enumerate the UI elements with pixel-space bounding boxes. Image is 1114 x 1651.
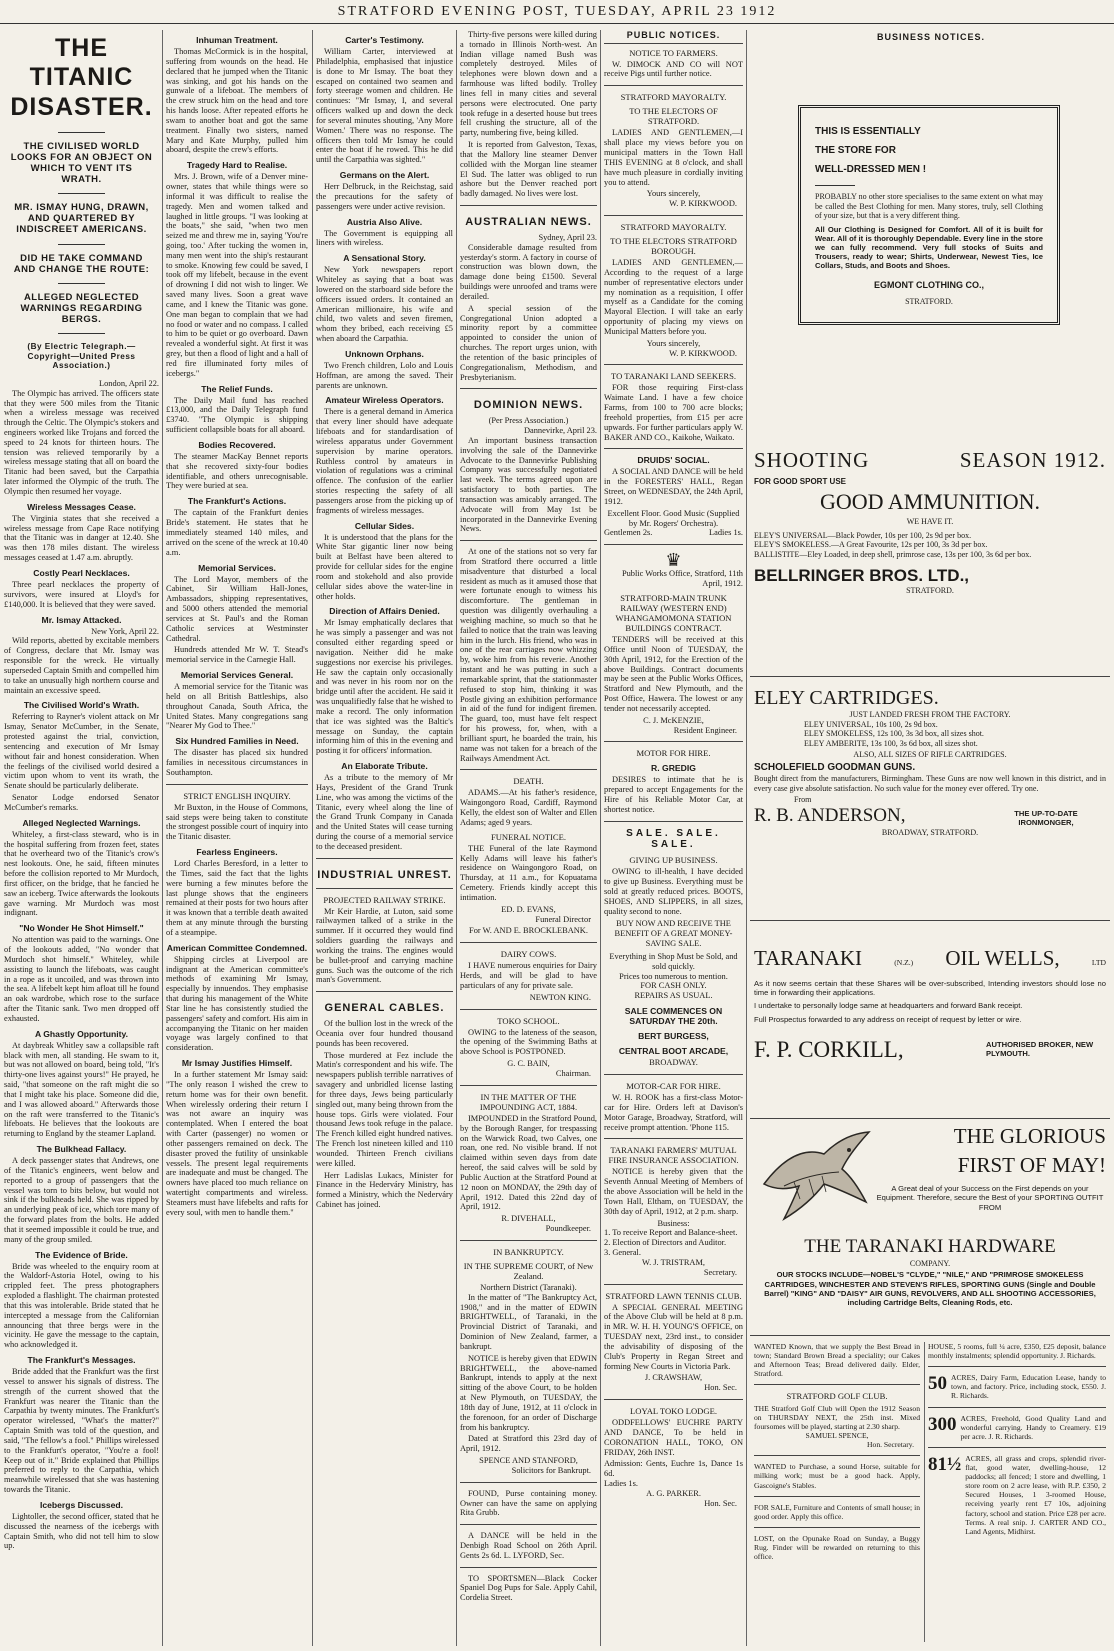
subhead: The Evidence of Bride.	[35, 1249, 128, 1260]
classified: ACRES, all grass and crops, splendid river-flat, good water, dwelling-house, 12 paddocks; all fenced; 1 store and dwelling, 1 store room on 2 acre lease, with R.P. £350, 2 Secured Houses, 1 3-roomed House, receiving yearly rent £7 10s, adjoining factory, school and station. Price £28 per acre. Terms. A real snip. J. CARTER AND CO., Land Agents, Midhirst.	[965, 1453, 1106, 1536]
paragraph: A deck passenger states that Andrews, one of the Titanic's engineers, went below and reported to a group of passengers that the vessel was torn to bits below, but would not sink if the bulkheads held. She was ripped by an underlying peak of ice, which tore many of the forward plates from the bolts. He added that it seemed impossible it could be true, and many of the group smiled.	[4, 1156, 159, 1244]
notice-title: STRATFORD MAYORALTY.	[620, 221, 727, 232]
notice-title: STRATFORD-MAIN TRUNK RAILWAY (WESTERN END) WHANGAMOMONA STATION BUILDINGS CONTRACT.	[615, 592, 732, 634]
price-line: ELEY'S UNIVERSAL—Black Powder, 10s per 100, 2s 9d per box.	[754, 530, 972, 540]
subhead: Tragedy Hard to Realise.	[186, 160, 288, 171]
subhead: Wireless Messages Cease.	[27, 501, 136, 512]
subhead: Austria Also Alive.	[346, 216, 423, 227]
subhead: Bodies Recovered.	[198, 439, 276, 450]
article-deck: MR. ISMAY HUNG, DRAWN, AND QUARTERED BY INDISCREET AMERICANS.	[14, 202, 149, 236]
classified: HOUSE, 5 rooms, full ¼ acre, £350, £25 deposit, balance monthly instalments; splendid opportunity. J. Richards.	[928, 1342, 1106, 1361]
column-2	[166, 30, 308, 1646]
advertiser-name: R. B. ANDERSON,	[754, 804, 906, 826]
paragraph: I HAVE numerous enquiries for Dairy Herds, and will be glad to have particulars of any for private sale.	[460, 961, 597, 990]
paragraph: Bride was wheeled to the enquiry room at the Waldorf-Astoria Hotel, owing to his crippled feet. The press photographers exploded a flashlight. The chairman protested that this was intolerable. Bride stated that he intercepted a message from the Californian announcing that three bergs were in the vicinity. He gave the message to the captain, who acknowledged it.	[4, 1261, 159, 1350]
subhead: Germans on the Alert.	[339, 169, 430, 180]
signature: NEWTON KING.	[529, 992, 591, 1002]
signature: A. G. PARKER.	[646, 1488, 701, 1498]
notice-body: TENDERS will be received at this Office until Noon of TUESDAY, the 30th April, 1912, for the Erection of the above Buildings. Contract documents may be seen at the Public Works Offices, Stratford and New Plymouth, and the Post Office, Hawera. The lowest or any tender not necessarily accepted.	[604, 635, 743, 713]
ad-body: WE HAVE IT.	[906, 517, 954, 527]
subhead: Inhuman Treatment.	[196, 35, 278, 45]
paragraph: Hundreds attended Mr W. T. Stead's memorial service in the Carnegie Hall.	[166, 645, 308, 665]
classifieds-right	[928, 1342, 1106, 1536]
notice-title: DEATH.	[513, 776, 544, 787]
notice-title: IN BANKRUPTCY.	[493, 1246, 564, 1257]
ad-headline: THIS IS ESSENTIALLY	[815, 126, 921, 137]
ad-body: PROBABLY no other store specialises to the same extent on what may be called the Best Clothing for men. Many stores, truly, sell Clothing of your size, but that is a very different thing.	[815, 192, 1043, 221]
notice-title: NOTICE TO FARMERS.	[629, 47, 718, 58]
paragraph: The Lord Mayor, members of the Cabinet, Sir William Hall-Jones, Ambassadors, shipping representatives, and 5000 others attended the memorial services at St. Paul's and the Roman Catholic services at Westminster Cathedral.	[166, 574, 308, 643]
dateline: New York, April 22.	[91, 626, 159, 636]
paragraph: NOTICE is hereby given that EDWIN BRIGHTWELL, the above-named Bankrupt, intends to apply at the next sitting of the above Court, to be holden at New Plymouth, on TUESDAY, the 18th day of June, 1912, at 11 o'clock in the forenoon, for an order of Discharge from his bankruptcy.	[460, 1353, 597, 1432]
paragraph: Whiteley, a first-class steward, who is in the hospital suffering from frozen feet, states that he overheard two of the Titanic's crow's nest lookouts. One, he said, fifteen minutes before the collision reported to Mr Murdoch, first officer, on the bridge, that he fancied he saw an iceberg. Twice afterwards the lookouts gave warning. Mr Murdoch was most indignant.	[4, 829, 159, 918]
notice-title: GIVING UP BUSINESS.	[629, 855, 718, 866]
notice-body: SALE COMMENCES ON SATURDAY THE 20th.	[624, 1005, 723, 1027]
shooting-season-ad	[754, 448, 1106, 596]
paragraph: THE Funeral of the late Raymond Kelly Adams will leave his father's residence on Waingongoro Road, on Thursday, at 11 a.m., for Kopuatama Cemetery. Friends kindly accept this intimation.	[460, 843, 597, 902]
paragraph: Herr Delbruck, in the Reichstag, said the precautions for the safety of passengers were under active revision.	[316, 182, 453, 211]
agenda-item: 1. To receive Report and Balance-sheet.	[604, 1228, 738, 1238]
ad-subhead: SCHOLEFIELD GOODMAN GUNS.	[754, 761, 916, 773]
ad-headline: SEASON 1912.	[959, 448, 1106, 472]
column-rule	[456, 30, 457, 1646]
notice-title: IN THE MATTER OF THE IMPOUNDING ACT, 1884.	[479, 1091, 578, 1112]
agenda-item: 2. Election of Directors and Auditor.	[604, 1238, 727, 1248]
article-deck: DID HE TAKE COMMAND AND CHANGE THE ROUTE:	[13, 252, 150, 275]
paragraph: Mr Ismay emphatically declares that he was simply a passenger and was not consulted either regarding speed or navigation. Neither did he make suggestions nor exercise his privileges. He saw the captain only occasionally and was never in his room nor on the bridge until after the accident. He said it was unqualifiedly false that he wished to make a record. The only information that ice was sighted was the Baltic's message on Sunday, the captain informing him of this in the evening and posting it for officers' information.	[316, 618, 453, 756]
paragraph: The steamer MacKay Bennet reports that she recovered sixty-four bodies identifiable, and others unrecognisable. They were buried at sea.	[166, 452, 308, 491]
subhead: "No Wonder He Shot Himself."	[19, 923, 144, 934]
subhead: Alleged Neglected Warnings.	[22, 817, 141, 828]
ad-headline: THE GLORIOUS	[953, 1124, 1106, 1148]
ad-headline: SHOOTING	[754, 448, 870, 472]
signature: Hon. Sec.	[704, 1383, 737, 1393]
signature: SPENCE AND STANFORD,	[479, 1456, 578, 1466]
signature: Yours sincerely,	[646, 338, 701, 348]
signature: For W. AND E. BROCKLEBANK.	[469, 926, 588, 936]
signature: Hon. Secretary.	[867, 1440, 914, 1450]
advertiser-town: BROADWAY, STRATFORD.	[881, 827, 979, 837]
signature: Poundkeeper.	[545, 1223, 591, 1233]
paragraph: Lightoller, the second officer, stated that he discussed the nearness of the icebergs with Captain Smith, who did not tell him to slow up.	[4, 1511, 159, 1551]
subhead: Amateur Wireless Operators.	[325, 395, 444, 406]
subhead: A Sensational Story.	[343, 253, 426, 264]
ad-headline: FIRST OF MAY!	[957, 1153, 1106, 1178]
ad-headline: ELEY CARTRIDGES.	[754, 687, 939, 709]
signature: Solicitors for Bankrupt.	[511, 1465, 591, 1475]
paragraph: Those murdered at Fez include the Matin's correspondent and his wife. The newspapers publish terrible narratives of savagery and unbridled license lasting for three days, Jews being particularly singled out, many being thrown from the house tops. Girls were violated. Four thousand Jews took refuge in the palace. The French killed eight hundred natives. The French lost nineteen killed and 110 wounded. Thirteen French civilians were killed.	[316, 1050, 453, 1168]
advertiser-name: THE TARANAKI HARDWARE	[804, 1236, 1056, 1257]
notice-title: STRATFORD GOLF CLUB.	[786, 1391, 888, 1402]
ad-subhead: JUST LANDED FRESH FROM THE FACTORY.	[849, 710, 1011, 719]
advertiser-title: AUTHORISED BROKER, NEW PLYMOUTH.	[986, 1040, 1094, 1059]
ad-body: From	[794, 795, 812, 805]
paragraph: Thomas McCormick is in the hospital, suffering from wounds on the head. He declared that he jumped when the Titanic was sinking, and got his hands on the gunwale of a lifeboat. The members of the crew struck him on the head and tore his hands loose. After repeated efforts he swam to another boat and got the same treatment. Finally two sisters, named Mary and Kate Murphy, pulled him aboard, despite the crew's efforts.	[166, 47, 308, 155]
section-header: BUSINESS NOTICES.	[876, 32, 985, 42]
advertiser-name: F. P. CORKILL,	[754, 1036, 904, 1062]
subhead: STRICT ENGLISH INQUIRY.	[183, 790, 291, 801]
credit-line: (Per Press Association.)	[488, 416, 569, 426]
paragraph: Mr Buxton, in the House of Commons, said steps were being taken to constitute the strongest possible court of inquiry into the Titanic disaster.	[166, 802, 308, 842]
subhead: A Ghastly Opportunity.	[34, 1028, 129, 1039]
price-line: ELEY SMOKELESS, 12s 100, 3s 3d box, all sizes shot.	[804, 729, 984, 739]
notice-title: TARANAKI FARMERS' MUTUAL FIRE INSURANCE ASSOCIATION.	[608, 1145, 739, 1166]
ad-headline-suffix: LTD	[1091, 958, 1106, 967]
advertiser: R. GREDIG	[651, 763, 696, 774]
credit-line: (By Electric Telegraph.—Copyright—United Press Association.)	[27, 342, 136, 371]
section-headline: INDUSTRIAL UNREST.	[317, 868, 452, 881]
advertiser: CENTRAL BOOT ARCADE,	[618, 1046, 729, 1057]
notice-title: TOKO SCHOOL.	[497, 1015, 560, 1026]
notice-body: Prices too numerous to mention.	[619, 971, 728, 981]
acreage-figure: 81½	[928, 1453, 962, 1475]
notice-title: DRUIDS' SOCIAL.	[637, 455, 710, 466]
signature: Secretary.	[703, 1267, 737, 1277]
paragraph: The Daily Mail fund has reached £13,000, and the Daily Telegraph fund £3740. "The Olympic is shipping sufficient collapsible boats for all aboard.	[166, 395, 308, 435]
ad-body: As it now seems certain that these Shares will be over-subscribed, Intending investors should lose no time in forwarding their applications.	[754, 979, 1106, 998]
column-rule	[162, 30, 163, 1646]
classified: LOST, on the Opunake Road on Sunday, a Buggy Rug. Finder will be rewarded on returning to this office.	[754, 1533, 920, 1562]
ad-body: Full Prospectus forwarded to any address on receipt of request by letter or wire.	[754, 1014, 1022, 1024]
ad-headline: WELL-DRESSED MEN !	[815, 164, 927, 175]
notice-body: W. H. ROOK has a first-class Motor-car for Hire. Orders left at Davison's Motor Garage, Broadway, Stratford, will receive prompt attention. 'Phone 115.	[604, 1093, 743, 1132]
paragraph: Considerable damage resulted from yesterday's storm. A factory in course of construction was blown down, the damage done being £1500. Several buildings were unroofed and trams were derailed.	[460, 242, 597, 301]
paragraph: A special session of the Congregational Union adopted a minority report by a committee appointed to consider the union of churches. The report urges union, with the retention of the basic principles of Congregationalism, Methodism, and Presbyterianism.	[460, 303, 597, 382]
signature: Yours sincerely,	[646, 189, 701, 199]
notice-body: Everything in Shop Must be Sold, and sold quickly.	[609, 951, 738, 971]
subhead: The Frankfurt's Messages.	[27, 1355, 136, 1365]
signature: Funeral Director	[535, 914, 591, 924]
ad-body: Bought direct from the manufacturers, Birmingham. These Guns are now well known in this district, and in every case give absolute satisfaction. No such value for the money ever offered. Try one.	[754, 773, 1106, 793]
paragraph: In the matter of "The Bankruptcy Act, 1908," and in the matter of EDWIN BRIGHTWELL, of Taranaki, in the Provincial District of Taranaki, and Dominion of New Zealand, farmer, a bankrupt.	[460, 1292, 597, 1351]
paragraph: The Virginia states that she received a wireless message from Cape Race notifying that the Titanic was in danger at 12.40. She was then 178 miles distant. The wireless messages ceased at 1.47 a.m. abruptly.	[4, 513, 159, 563]
notice-body: LADIES AND GENTLEMEN,—I shall place my views before you on municipal matters in the Town Hall THIS EVENING at 8 o'clock, and shall have much pleasure in cordially inviting you to attend.	[604, 128, 743, 187]
paragraph: Mr Keir Hardie, at Luton, said some railwaymen talked of a strike in the summer. If it occurred they would find soldiers guarding the railways and working the trains. The engines would be bullet-proof and carrying machine guns. Such was the outcome of the rich man's Government.	[316, 906, 453, 985]
advertiser-town: STRATFORD.	[905, 297, 953, 307]
section-headline: AUSTRALIAN NEWS.	[465, 216, 592, 229]
dateline: Dannevirke, April 23.	[523, 426, 597, 436]
paragraph: New York newspapers report Whiteley as saying that a boat was lowered on the starboard side before the officers issued orders. It contained an American millionaire, his wife and child, two valets and seven firemen, whom they bribed, each receiving £5 when aboard the Carpathia.	[316, 265, 453, 344]
notice-body: NOTICE is hereby given that the Seventh Annual Meeting of Members of the above Association will be held in the Town Hall, Eltham, on TUESDAY, the 30th day of April, 1912, at 2 p.m. sharp.	[604, 1167, 743, 1216]
admission-row	[604, 528, 743, 538]
paragraph: IMPOUNDED in the Stratford Pound, by the Borough Ranger, for trespassing on the Warwick Road, two Calves, one roan, one red. No visible brand. If not claimed within seven days from date hereof, the said calves will be sold by Public Auction at the Stratford Pound at 12 noon on MONDAY, the 29th day of April, 1912. Dated this 22nd day of April, 1912.	[460, 1113, 597, 1212]
subhead: Six Hundred Families in Need.	[175, 736, 299, 747]
paragraph: Dated at Stratford this 23rd day of April, 1912.	[460, 1434, 597, 1454]
paragraph: It is reported from Galveston, Texas, that the Mallory line steamer Denver collided with the Morgan line steamer El Sud. The latter was obliged to run ashore but the Denver reached port badly damaged. No lives were lost.	[460, 140, 597, 199]
paragraph: Thirty-five persons were killed during a tornado in Illinois North-west. An Indian village named Bush was completely destroyed. Miles of telephones were blown down and a farmhouse was lifted bodily. Trolley lines fell in many cities and several persons were electrocuted. One party took refuge in a deserted house but trees fell crushing the structure, all of the party, numbering five, being killed.	[460, 30, 597, 138]
price-line: ELEY UNIVERSAL, 10s 100, 2s 9d box.	[804, 719, 938, 729]
crown-emblem-icon: ♛	[665, 550, 682, 571]
eley-cartridges-ad	[754, 686, 1106, 837]
bird-in-flight-icon	[754, 1124, 874, 1234]
signature: W. P. KIRKWOOD.	[669, 199, 737, 209]
notice-body: W. DIMOCK AND CO will NOT receive Pigs until further notice.	[604, 59, 743, 79]
signature: W. P. KIRKWOOD.	[669, 348, 737, 358]
notice-body: LADIES AND GENTLEMEN,—According to the request of a large number of representative electors under my nomination as a requisition, I offer myself as a Candidate for the coming Mayoral Election. I will take an early opportunity of placing my views on Municipal Matters before you.	[604, 258, 743, 336]
admission-gentlemen: Gentlemen 2s.	[604, 528, 653, 538]
notice-title: STRATFORD MAYORALTY.	[620, 92, 727, 103]
notice-title: LOYAL TOKO LODGE.	[630, 1406, 717, 1417]
classified: THE Stratford Golf Club will Open the 1912 Season on THURSDAY NEXT, the 25th inst. Mixed foursomes will be played, starting at 2.30 sharp.	[754, 1403, 920, 1431]
notice-body: Excellent Floor. Good Music (Supplied by Mr. Rogers' Orchestra).	[607, 508, 740, 528]
classified: WANTED Known, that we supply the Best Bread in town; Standard Brown Bread a speciality; our Cakes and Afternoon Teas; Bread delivered daily. Elder, Stratford.	[754, 1342, 920, 1379]
signature: W. J. TRISTRAM,	[641, 1257, 706, 1267]
advertiser: BERT BURGESS,	[638, 1031, 709, 1042]
notice-body: OWING to ill-health, I have decided to give up Business. Everything must be sold at greatly reduced prices. BOOTS, SHOES, AND SLIPPERS, in all sizes, quality second to none.	[604, 867, 743, 916]
subhead: Fearless Engineers.	[196, 847, 278, 858]
notice-body: Admission: Gents, Euchre 1s, Dance 1s 6d.	[604, 1459, 743, 1479]
dateline: Sydney, April 23.	[538, 232, 597, 242]
paragraph: No attention was paid to the warnings. One of the lookouts added, "No wonder that Murdoch shot himself." Whiteley, while assisting to launch the lifeboats, was caught in a rope as it uncoiled, and was thrown into the sea. A lifebelt kept him afloat till he found an oak wardrobe, which rose to the surface after the Titanic sank. Two men dropped off exhausted.	[4, 935, 159, 1023]
paragraph: Shipping circles at Liverpool are indignant at the American committee's methods of examining Mr Ismay, especially by innuendos. They emphasise that during his management of the White Star line he has consistently studied the passengers' safety and comfort. His aim in accompanying the Titanic on her maiden voyage was largely confined to that consideration.	[166, 954, 308, 1053]
notice-body: DESIRES to intimate that he is prepared to accept Engagements for the Hire of his Reliable Motor Car, at shortest notice.	[604, 775, 743, 814]
paragraph: Wild reports, abetted by excitable members of Congress, declare that Mr. Ismay was responsible for the wreck. He virtually superseded Captain Smith and compelled him to take an unusually high northern course and maintain an excessive speed.	[4, 636, 159, 695]
classified: FOUND, Purse containing money. Owner can have the same on applying Rita Grubb.	[460, 1488, 597, 1518]
acreage-figure: 50	[928, 1373, 947, 1395]
notice-title: FUNERAL NOTICE.	[490, 831, 567, 842]
subhead: Mr. Ismay Attacked.	[41, 614, 122, 625]
subhead: PROJECTED RAILWAY STRIKE.	[323, 894, 446, 905]
advertiser: BROADWAY.	[649, 1058, 698, 1068]
paragraph: At one of the stations not so very far from Stratford there occurred a little misadventure that disturbed a local resident as much as it amused those that were fortunate enough to witness his discomforture. The gentleman in question was diligently overhauling a weighing machine, so much so that he failed to notice that the train was leaving him in the lurch. His friend, who was in one of the rear carriages now whizzing by, woke him from his reverie. Another instant and he was putting in such a remarkable sprint, that the stationmaster refused to stop him, thinking it was Postle giving an exhibition performance in aid of the fund for indigent firemen. The guard, too, must have felt respect for his prowess, for, when, with a brilliant spurt, he boarded the train, his name was not taken for a breach of the Railways Amendment Act.	[460, 547, 597, 763]
paragraph: Three pearl necklaces the property of survivors, were insured at Lloyd's for £140,000. It is believed that they were saved.	[4, 580, 159, 609]
notice-body: BUY NOW AND RECEIVE THE BENEFIT OF A GREAT MONEY-SAVING SALE.	[614, 919, 733, 949]
notice-title: IN THE SUPREME COURT, of New Zealand.	[463, 1260, 594, 1281]
signature: SAMUEL SPENCE,	[805, 1431, 869, 1441]
taranaki-hardware-ad	[754, 1124, 1106, 1307]
section-headline: DOMINION NEWS.	[473, 399, 584, 412]
paragraph: Senator Lodge endorsed Senator McCumber's remarks.	[4, 793, 159, 812]
notice-title: TO TARANAKI LAND SEEKERS.	[610, 371, 737, 382]
column-5-public-notices	[604, 30, 743, 1646]
paragraph: In a further statement Mr Ismay said: "The only reason I wished the crew to return home was for their own benefit. When wirelessly ordering their return I was not aware an inquiry was contemplated. When I entered the boat with Carter (passenger) no women or other passengers remained on deck. The disaster proved the futility of unsinkable vessels. The present legal requirements are inadequate and must be changed. The owners have placed too much reliance on watertight compartments and wireless. Steamers must have lifebelts and rafts for every soul, with men to handle them."	[166, 1070, 308, 1217]
ad-body: ALSO, ALL SIZES OF RIFLE CARTRIDGES.	[853, 750, 1007, 760]
paragraph: The captain of the Frankfurt denies Bride's statement. He states that he immediately steamed 140 miles, and arrived on the scene of the wreck at 10.40 a.m.	[166, 508, 308, 557]
advertiser-name: BELLRINGER BROS. LTD.,	[754, 565, 970, 585]
notice-body: A SOCIAL AND DANCE will be held in the FORESTERS' HALL, Regan Street, on WEDNESDAY, the 24th April, 1912.	[604, 467, 743, 506]
paragraph: Of the bullion lost in the wreck of the Oceania over four hundred thousand pounds has been recovered.	[316, 1019, 453, 1048]
section-header: PUBLIC NOTICES.	[604, 30, 743, 44]
notice-title: TO THE ELECTORS OF STRATFORD.	[629, 106, 718, 127]
paragraph: A memorial service for the Titanic was held on all British Battleships, also throughout Canada, South Africa, the United States. Many congregations sang "Nearer My God to Thee."	[166, 682, 308, 731]
notice-body: Ladies 1s.	[604, 1479, 638, 1489]
notice-title: MOTOR-CAR FOR HIRE.	[626, 1081, 721, 1091]
subhead: The Civilised World's Wrath.	[23, 700, 140, 711]
paragraph: Herr Ladislas Lukacs, Minister for Finance in the Hederváry Ministry, has formed a Ministry, which the Nederváry Cabinet has joined.	[316, 1170, 453, 1210]
ad-headline: THE STORE FOR	[815, 145, 896, 156]
taranaki-oil-wells-ad	[754, 946, 1106, 1063]
subhead: Direction of Affairs Denied.	[329, 606, 440, 617]
classified: ACRES, Freehold, Good Quality Land and wonderful carrying. Handy to Creamery. £19 per acre. J. R. Richards.	[960, 1413, 1106, 1441]
price-line: ELEY'S SMOKELESS.—A Great Favourite, 12s per 100, 3s 3d per box.	[754, 540, 988, 550]
subhead: Carter's Testimony.	[345, 35, 424, 45]
column-1	[4, 30, 159, 1646]
paragraph: Two French children, Lolo and Louis Hoffman, are among the saved. Their parents are unknown.	[316, 360, 453, 390]
signature: Resident Engineer.	[673, 725, 737, 735]
classified: TO SPORTSMEN—Black Cocker Spaniel Dog Pups for Sale. Apply Cahil, Cordelia Street.	[460, 1573, 597, 1603]
subhead: Memorial Services.	[198, 562, 276, 573]
acreage-figure: 300	[928, 1413, 957, 1435]
paragraph: The Olympic has arrived. The officers state that they were 500 miles from the Titanic when a wireless message was received through the Celtic. The Olympic's stokers and engineers worked like Trojans and forced the speed to 24 knots for thirteen hours. The tension was relieved temporarily by a wireless message stating that all on board the Titanic had been saved, but the Carpathia later informed the Olympic of the truth. The Olympic then resumed her voyage.	[4, 388, 159, 496]
paragraph: Referring to Rayner's violent attack on Mr Ismay, Senator McCumber, in the Senate, protested against the trial, conviction, sentencing and execution of Mr Ismay without fair and honest consideration. When the feelings of the civilised world desired a victim upon whom to vent its wrath, the Senate should be particularly deliberate.	[4, 712, 159, 791]
paragraph: Bride added that the Frankfurt was the first vessel to answer his signals of distress. The strength of the current showed that the Frankfurt was nearer the Titanic than the Carpathia by twenty minutes. The Frankfurt's operator wirelessed, "What's the matter?" Captain Smith was told of the question, and said, "The fellow's a fool." Phillips wirelessed to the Frankfurt's operator, "You're a fool! Keep out of it." Bride explained that Phillips preferred to reply to the Carpathia, which meanwhile wirelessed that she was hastening towards the Titanic.	[4, 1367, 159, 1494]
notice-body: ODDFELLOWS' EUCHRE PARTY AND DANCE, To be held in CORONATION HALL, TOKO, ON FRIDAY, 26th INST.	[604, 1418, 743, 1457]
column-rule	[600, 30, 601, 1646]
dateline: London, April 22.	[98, 378, 159, 388]
advertiser-town: STRATFORD.	[906, 585, 954, 595]
article-deck: THE CIVILISED WORLD LOOKS FOR AN OBJECT ON WHICH TO VENT ITS WRATH.	[10, 140, 153, 186]
subhead: Cellular Sides.	[354, 520, 415, 531]
signature: Hon. Sec.	[704, 1498, 737, 1508]
notice-body: FOR those requiring First-class Waimate Land. I have a few choice Farms, from 100 to 700 acre blocks; freehold properties, from £15 per acre upwards. For further particulars apply W. BAKER AND CO., Kaikohe, Waikato.	[604, 383, 743, 442]
ad-headline: TARANAKI	[754, 946, 862, 970]
classified: A DANCE will be held in the Denbigh Road School on 26th April. Gents 2s 6d. L. LYFORD, Sec.	[460, 1531, 597, 1560]
notice-body: FOR CASH ONLY.	[640, 981, 707, 991]
classified: ACRES, Dairy Farm, Education Lease, handy to town, and factory. Price, including stock, £550. J. R. Richards.	[951, 1373, 1106, 1401]
subhead: American Committee Condemned.	[166, 942, 308, 953]
ad-subhead: FOR GOOD SPORT USE	[754, 477, 847, 487]
district: Northern District (Taranaki).	[480, 1282, 577, 1292]
notice-body: Business:	[657, 1218, 690, 1228]
article-headline: THE TITANIC DISASTER.	[10, 34, 153, 121]
classified: WANTED to Purchase, a sound Horse, suitable for milking work; must be a good hack. Apply, Gascoigne's Stables.	[754, 1462, 920, 1490]
ad-body: All Our Clothing is Designed for Comfort. All of it is built for Wear. All of it is thoroughly Dependable. Every line in the store we can fully recommend. Very full stocks of Suits and Trousers, ready to wear; Shirts, Underwear, Newest Ties, Ice Collars, Studs, and Boots and Shoes.	[815, 224, 1043, 271]
signature: J. CRAWSHAW,	[644, 1373, 703, 1383]
notice-title: TO THE ELECTORS STRATFORD BOROUGH.	[610, 236, 737, 257]
paragraph: There is a general demand in America that every liner should have adequate lifeboats and for standardisation of wireless apparatus under Government supervision by marine operators. Ruthless control by amateurs in violation of regulations was a criminal offence. The confusion of the earlier stories respecting the safety of all passengers arose from the picking up of fragments of wireless messages.	[316, 407, 453, 515]
price-line: ELEY AMBERITE, 13s 100, 3s 6d box, all sizes shot.	[804, 738, 978, 748]
paragraph: Mrs. J. Brown, wife of a Denver mine-owner, states that while things were so informal it was difficult to realise the tragedy. Men and women talked and laughed in little groups. "I was looking at the boats," she said, "when two men seized me and threw me in, saying 'You're going, too.' After tucking the women in, many men went into the ship's restaurant to smoke. Knowing few could be saved, I took off my lifebelt, because in the event of drowning I did not wish to linger. We saved many lives. Soon a great wave came, and I knew the Titanic was gone. One man began to complain that we had no food or water and no compass. I called to him to be quiet or go overboard. Dawn revealed a wonderful sight. At first it was grey, but then a flood of light and a hall of red fire illuminated forty miles of icebergs."	[166, 172, 308, 378]
notice-body: A SPECIAL GENERAL MEETING of the Above Club will be held at 8 p.m. in MR. W. H. H. YOUNG'S OFFICE, on TUESDAY next, 23rd inst., to consider the advisability of disposing of the Club's Property in Regan Street and forming New Courts in Victoria Park.	[604, 1302, 743, 1371]
column-rule	[312, 30, 313, 1646]
notice-title: DAIRY COWS.	[500, 949, 557, 960]
classifieds-left	[754, 1342, 920, 1561]
column-rule	[746, 30, 747, 1646]
price-line: BALLISTITE—Eley Loaded, in deep shell, primrose case, 13s per 100, 3s 6d per box.	[754, 549, 1032, 559]
notice-title: STRATFORD LAWN TENNIS CLUB.	[605, 1290, 742, 1301]
masthead: STRATFORD EVENING POST, TUESDAY, APRIL 23 1912	[0, 4, 1114, 24]
ad-body: A Great deal of your Success on the First depends on your Equipment. Therefore, secure the Best of your SPORTING OUTFIT FROM	[876, 1184, 1104, 1212]
advertiser-title: THE UP-TO-DATE IRONMONGER,	[1014, 809, 1078, 828]
notice-body: Public Works Office, Stratford, 11th April, 1912.	[621, 569, 743, 589]
subhead: An Elaborate Tribute.	[341, 761, 428, 772]
subhead: The Bulkhead Fallacy.	[36, 1144, 127, 1154]
signature: Chairman.	[555, 1068, 591, 1078]
ad-headline: OIL WELLS,	[945, 946, 1060, 970]
paragraph: Lord Charles Beresford, in a letter to the Times, said the fact that the lights were burning a few minutes before the last plunge shows that the engineers remained at their posts for two hours after it was known that a terrible death awaited them at any minute through the bursting of a steampipe.	[166, 859, 308, 937]
notice-title: MOTOR FOR HIRE.	[636, 748, 711, 759]
advertiser-suffix: COMPANY.	[909, 1258, 951, 1268]
paragraph: William Carter, interviewed at Philadelphia, emphasised that injustice is done to Mr Ismay. The boat they escaped on contained two seamen and forty steerage women and children. He continues: "Mr Ismay, I, and several officers walked up and down the deck for several minutes shouting, 'Any More Women.' There was no response. The officers then told Mr Ismay he could enter the boat if he rowed. This he did until the Carpathia was sighted."	[316, 47, 453, 165]
ad-headline: GOOD AMMUNITION.	[820, 488, 1040, 514]
paragraph: An important business transaction involving the sale of the Dannevirke Advocate to the Dannevirke Publishing Company was successfully negotiated last week. The terms agreed upon are satisfactory to both parties. The transaction was amicably arranged. The Advocate will from May 1st be incorporated in the Dannevirke Evening News.	[460, 435, 597, 534]
paragraph: As a tribute to the memory of Mr Hays, President of the Grand Trunk Line, who was among the victims of the Titanic, every wheel along the line of the Grand Trunk Company in Canada and the United States will cease turning during the course of a memorial service to the deceased president.	[316, 773, 453, 851]
paragraph: OWING to the lateness of the season, the opening of the Swimming Baths at above School is POSTPONED.	[460, 1027, 597, 1057]
signature: ED. D. EVANS,	[501, 904, 556, 914]
subhead: Costly Pearl Necklaces.	[33, 567, 130, 578]
signature: G. C. BAIN,	[507, 1059, 550, 1069]
egmont-clothing-ad	[798, 105, 1060, 325]
ad-headline-suffix: (N.Z.)	[894, 958, 914, 967]
section-headline: GENERAL CABLES.	[324, 1002, 445, 1015]
sale-banner: SALE. SALE. SALE.	[626, 827, 721, 851]
subhead: Mr Ismay Justifies Himself.	[181, 1058, 293, 1069]
paragraph: It is understood that the plans for the White Star gigantic liner now being built at Belfast have been altered to provide for cellular sides for the engine room and stokehold and also provide cellular sides above the water-line in other holds.	[316, 532, 453, 601]
paragraph: ADAMS.—At his father's residence, Waingongoro Road, Cardiff, Raymond Kelly, the eldest son of Walter and Ellen Adams; aged 9 years.	[460, 788, 597, 827]
article-deck: ALLEGED NEGLECTED WARNINGS REGARDING BERGS.	[20, 291, 143, 325]
signature: C. J. McKENZIE,	[643, 715, 704, 725]
subhead: The Relief Funds.	[201, 383, 273, 394]
subhead: Icebergs Discussed.	[39, 1499, 124, 1510]
signature: R. DIVEHALL,	[501, 1214, 556, 1224]
ad-body: I undertake to personally lodge same at headquarters and forward Bank receipt.	[754, 1001, 1023, 1011]
column-3	[316, 30, 453, 1646]
ad-body: OUR STOCKS INCLUDE—NOBEL'S "CLYDE," "NILE," AND "PRIMROSE SMOKELESS CARTRIDGES, WINCHESTER AND STEVEN'S RIFLES, SPORTING GUNS (Single and Double Barrel) "KING" AND "DAISY" AIR GUNS, REVOLVERS, AND ALL SHOOTING ACCESSORIES, including Cartridge Belts, Cleaning Rods, etc.	[764, 1270, 1096, 1307]
subhead: Memorial Services General.	[180, 670, 294, 680]
notice-body: REPAIRS AS USUAL.	[634, 991, 713, 1001]
advertiser-name: EGMONT CLOTHING CO.,	[874, 280, 984, 291]
classified: FOR SALE, Furniture and Contents of small house; in good order. Apply this office.	[754, 1502, 920, 1521]
subhead: Unknown Orphans.	[345, 348, 424, 359]
paragraph: The disaster has placed six hundred families in necessitous circumstances in Southampton.	[166, 748, 308, 777]
column-4	[460, 30, 597, 1646]
admission-ladies: Ladies 1s.	[709, 528, 743, 538]
subhead: The Frankfurt's Actions.	[187, 496, 287, 507]
agenda-item: 3. General.	[604, 1248, 641, 1258]
paragraph: At daybreak Whitley saw a collapsible raft black with men, all standing. He swam to it, but was not allowed on board, being told, "It's thirty-one lives against yours!" He prayed, he said, "that someone on the raft might die so that I might take his place. Someone did die, and I was allowed aboard." Afterwards those on the raft were transferred to the Titanic's lifeboats. He believes that the lookouts are returning to England by the steamer Lapland.	[4, 1040, 159, 1139]
paragraph: The Government is equipping all liners with wireless.	[316, 228, 453, 248]
